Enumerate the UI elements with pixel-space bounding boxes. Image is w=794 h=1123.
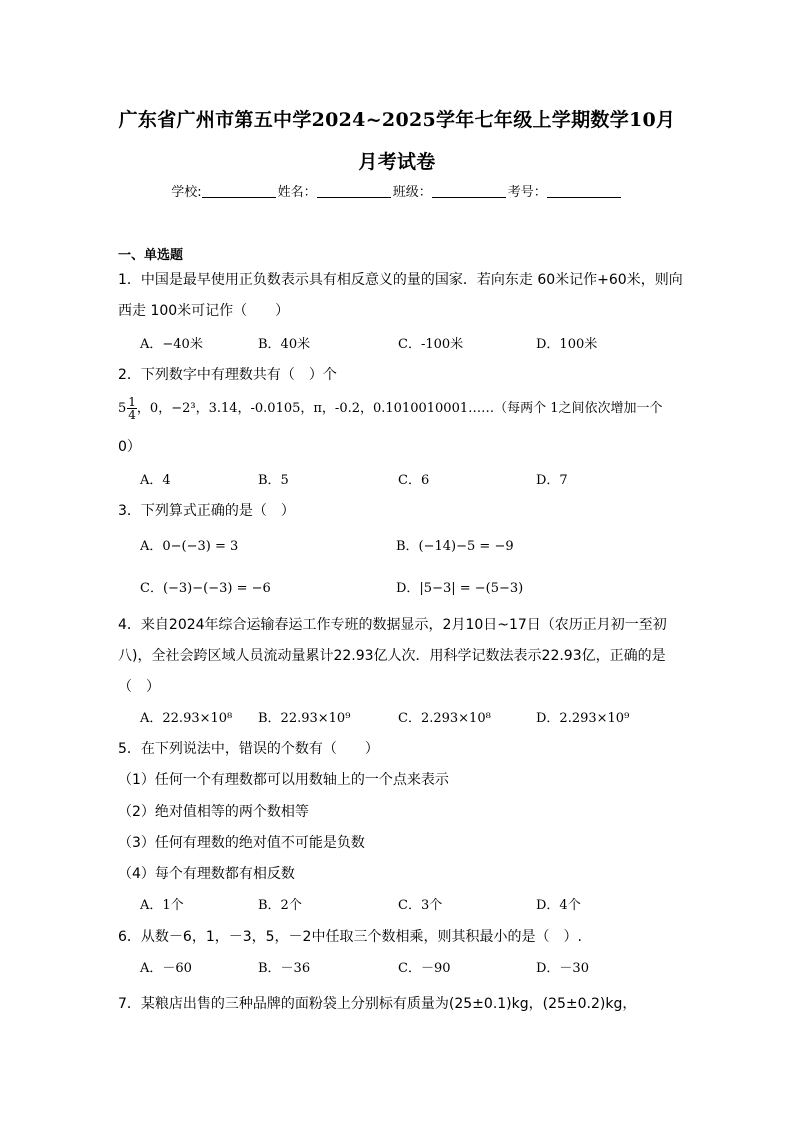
q5-statement-4: （4）每个有理数都有相反数 — [118, 866, 295, 882]
q1-stem-line2: 西走 100米可记作（ ） — [118, 303, 290, 319]
q5-statement-2: （2）绝对值相等的两个数相等 — [118, 804, 309, 820]
q1-option-d: D．100米 — [536, 337, 598, 352]
q6-option-c: C．－90 — [398, 961, 451, 976]
q4-option-b: B．22.93×10⁹ — [258, 711, 351, 726]
q4-option-a: A．22.93×10⁸ — [140, 711, 233, 726]
q6-option-b: B．－36 — [258, 961, 311, 976]
q5-statement-1: （1）任何一个有理数都可以用数轴上的一个点来表示 — [118, 772, 449, 788]
q4-option-c: C．2.293×10⁸ — [398, 711, 491, 726]
q7-stem-line1: 7．某粮店出售的三种品牌的面粉袋上分别标有质量为(25±0.1)kg，(25±0.2)kg， — [118, 996, 637, 1012]
q3-stem-line1: 3．下列算式正确的是（ ） — [118, 503, 295, 519]
q2-stem-line3: 0） — [118, 439, 141, 455]
student-info-row — [0, 181, 794, 200]
q5-stem-line1: 5．在下列说法中，错误的个数有（ ） — [118, 741, 379, 757]
name-label: 姓名： — [277, 185, 317, 200]
q2-option-a: A．4 — [140, 473, 171, 488]
q2-fraction — [127, 396, 137, 421]
school-blank[interactable] — [202, 184, 276, 198]
q1-option-a: A．−40米 — [140, 337, 203, 352]
class-label: 班级： — [392, 185, 432, 200]
q1-option-c: C．-100米 — [398, 337, 464, 352]
class-blank[interactable] — [432, 184, 506, 198]
q4-stem-line3: （ ） — [118, 679, 160, 695]
q2-mixed-whole: 5 — [118, 401, 127, 416]
q6-option-d: D．－30 — [536, 961, 589, 976]
q3-option-d: D．|5−3| = −(5−3) — [396, 581, 524, 596]
q3-option-b: B．(−14)−5 = −9 — [396, 539, 514, 554]
q1-option-b: B．40米 — [258, 337, 311, 352]
exam-title-line2: 月考试卷 — [358, 151, 436, 173]
q5-option-a: A．1个 — [140, 898, 184, 913]
q6-stem-line1: 6．从数－6，1，－3，5，－2中任取三个数相乘，则其积最小的是（ ）. — [118, 929, 582, 945]
q2-list-text: ，0，−2³，3.14，-0.0105，π，-0.2，0.1010010001……（每两个 1之间依次增加一个 — [136, 401, 663, 416]
q4-stem-line2: 八)，全社会跨区域人员流动量累计22.93亿人次．用科学记数法表示22.93亿，正确的是 — [118, 648, 666, 664]
q2-fraction-numerator: 1 — [128, 395, 136, 409]
school-label: 学校: — [171, 185, 202, 200]
q3-option-c: C．(−3)−(−3) = −6 — [140, 581, 271, 596]
section-heading: 一、单选题 — [118, 248, 184, 263]
q6-option-a: A．－60 — [140, 961, 192, 976]
q5-statement-3: （3）任何有理数的绝对值不可能是负数 — [118, 835, 365, 851]
exam-title-line1: 广东省广州市第五中学2024~2025学年七年级上学期数学10月 — [118, 109, 676, 131]
q5-option-c: C．3个 — [398, 898, 443, 913]
q4-option-d: D．2.293×10⁹ — [536, 711, 630, 726]
q4-stem-line1: 4．来自2024年综合运输春运工作专班的数据显示，2月10日~17日（农历正月初一至初 — [118, 617, 667, 633]
q2-fraction-denominator: 4 — [128, 408, 136, 422]
q5-option-b: B．2个 — [258, 898, 302, 913]
q5-option-d: D．4个 — [536, 898, 581, 913]
q2-option-c: C．6 — [398, 473, 430, 488]
q2-option-d: D．7 — [536, 473, 568, 488]
q2-option-b: B．5 — [258, 473, 289, 488]
q2-number-list — [118, 396, 663, 421]
q1-stem-line1: 1．中国是最早使用正负数表示具有相反意义的量的国家．若向东走 60米记作+60米，则向 — [118, 272, 683, 288]
q2-stem-line1: 2．下列数字中有理数共有（ ）个 — [118, 367, 337, 383]
exam-number-label: 考号： — [507, 185, 547, 200]
q3-option-a: A．0−(−3) = 3 — [140, 539, 239, 554]
name-blank[interactable] — [317, 184, 391, 198]
exam-number-blank[interactable] — [547, 184, 621, 198]
